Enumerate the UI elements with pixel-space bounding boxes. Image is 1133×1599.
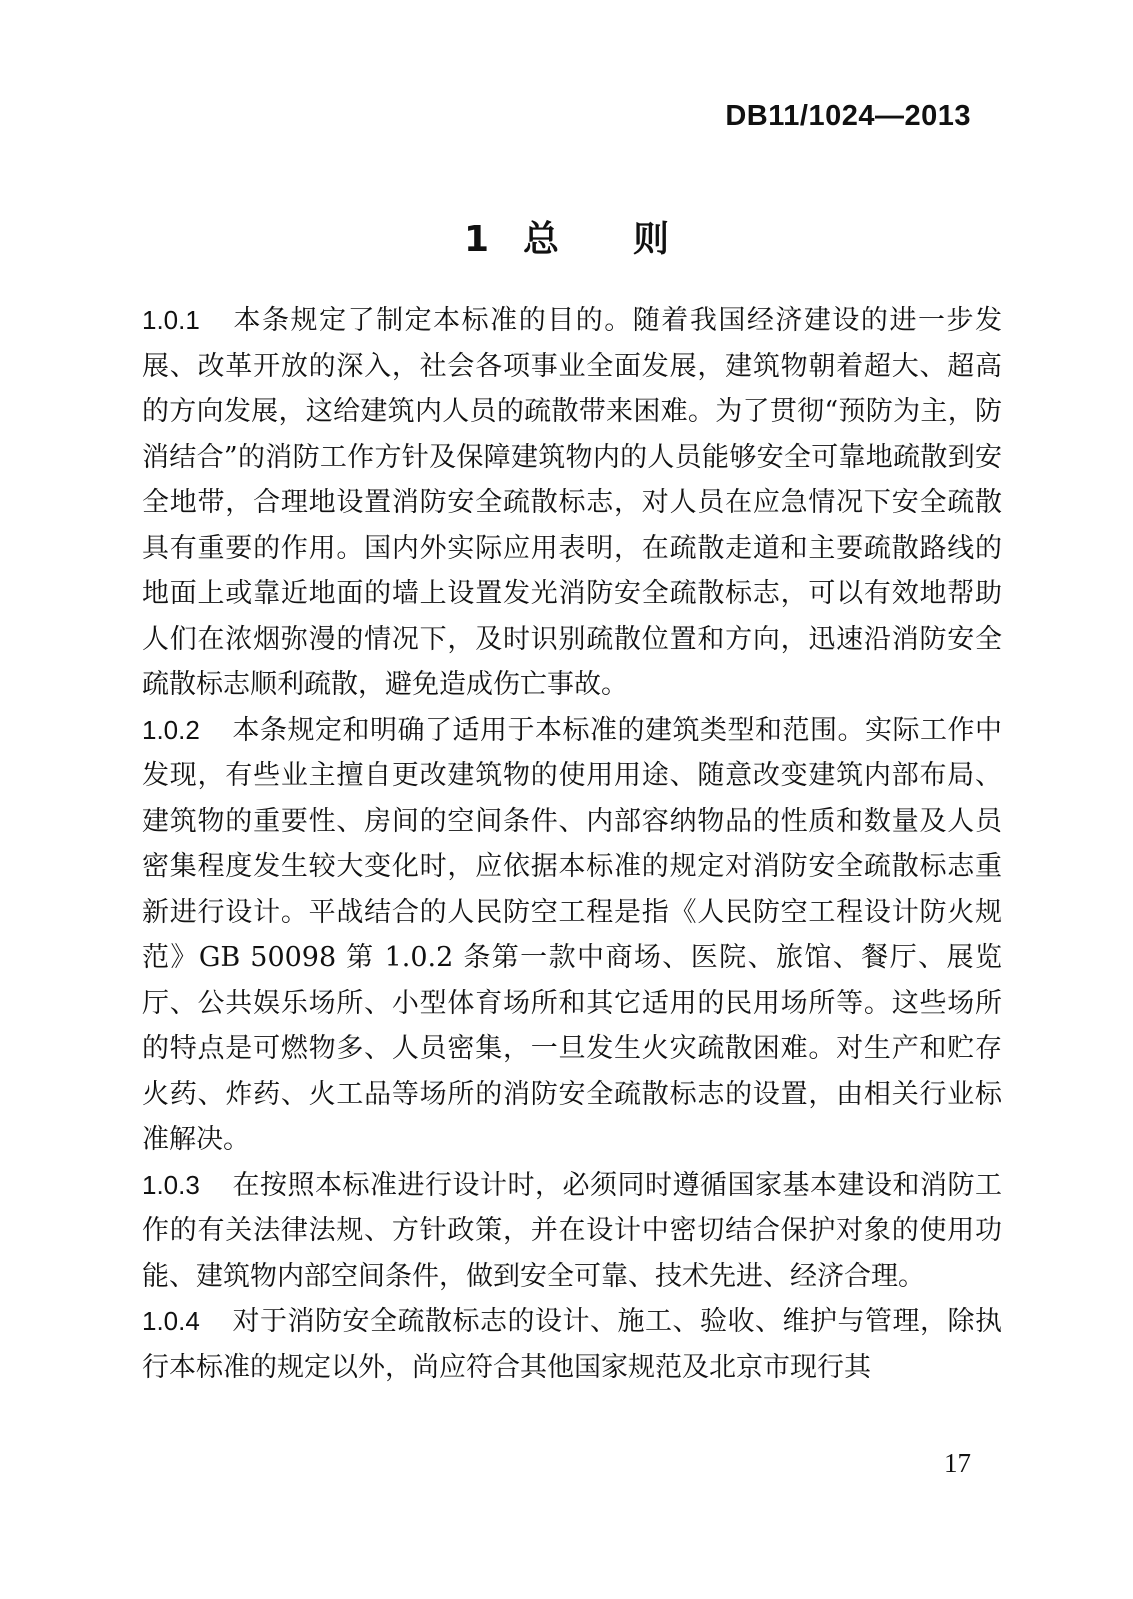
clauses-body	[142, 298, 1002, 1390]
clause-text: 在按照本标准进行设计时，必须同时遵循国家基本建设和消防工作的有关法律法规、方针政策，并在设计中密切结合保护对象的使用功能、建筑物内部空间条件，做到安全可靠、技术先进、经济合理。	[142, 1169, 1002, 1292]
clause-number: 1.0.3	[142, 1169, 200, 1200]
clause-1-0-4	[142, 1299, 1002, 1390]
chapter-title-char-2: 则	[633, 219, 670, 260]
clause-number: 1.0.2	[142, 714, 200, 745]
clause-number: 1.0.4	[142, 1306, 200, 1336]
chapter-number: 1	[463, 219, 490, 260]
chapter-title-char-1: 总	[523, 219, 560, 260]
clause-text: 本条规定了制定本标准的目的。随着我国经济建设的进一步发展、改革开放的深入，社会各项事业全面发展，建筑物朝着超大、超高的方向发展，这给建筑内人员的疏散带来困难。为了贯彻“预防为主，防消结合”的消防工作方针及保障建筑物内的人员能够安全可靠地疏散到安全地带，合理地设置消防安全疏散标志，对人员在应急情况下安全疏散具有重要的作用。国内外实际应用表明，在疏散走道和主要疏散路线的地面上或靠近地面的墙上设置发光消防安全疏散标志，可以有效地帮助人们在浓烟弥漫的情况下，及时识别疏散位置和方向，迅速沿消防安全疏散标志顺利疏散，避免造成伤亡事故。	[142, 305, 1002, 700]
chapter-title	[0, 215, 1133, 265]
clause-number: 1.0.1	[142, 305, 200, 335]
clause-text: 对于消防安全疏散标志的设计、施工、验收、维护与管理，除执行本标准的规定以外，尚应符合其他国家规范及北京市现行其	[142, 1306, 1002, 1383]
standard-code: DB11/1024—2013	[725, 100, 971, 132]
clause-1-0-1	[142, 298, 1002, 708]
clause-1-0-2	[142, 708, 1002, 1163]
page-number: 17	[944, 1448, 971, 1478]
clause-text: 本条规定和明确了适用于本标准的建筑类型和范围。实际工作中发现，有些业主擅自更改建筑物的使用用途、随意改变建筑内部布局、建筑物的重要性、房间的空间条件、内部容纳物品的性质和数量及人员密集程度发生较大变化时，应依据本标准的规定对消防安全疏散标志重新进行设计。平战结合的人民防空工程是指《人民防空工程设计防火规范》GB 50098 第 1.0.2 条第一款中商场、医院、旅馆、餐厅、展览厅、公共娱乐场所、小型体育场所和其它适用的民用场所等。这些场所的特点是可燃物多、人员密集，一旦发生火灾疏散困难。对生产和贮存火药、炸药、火工品等场所的消防安全疏散标志的设置，由相关行业标准解决。	[142, 714, 1002, 1155]
clause-1-0-3	[142, 1163, 1002, 1300]
